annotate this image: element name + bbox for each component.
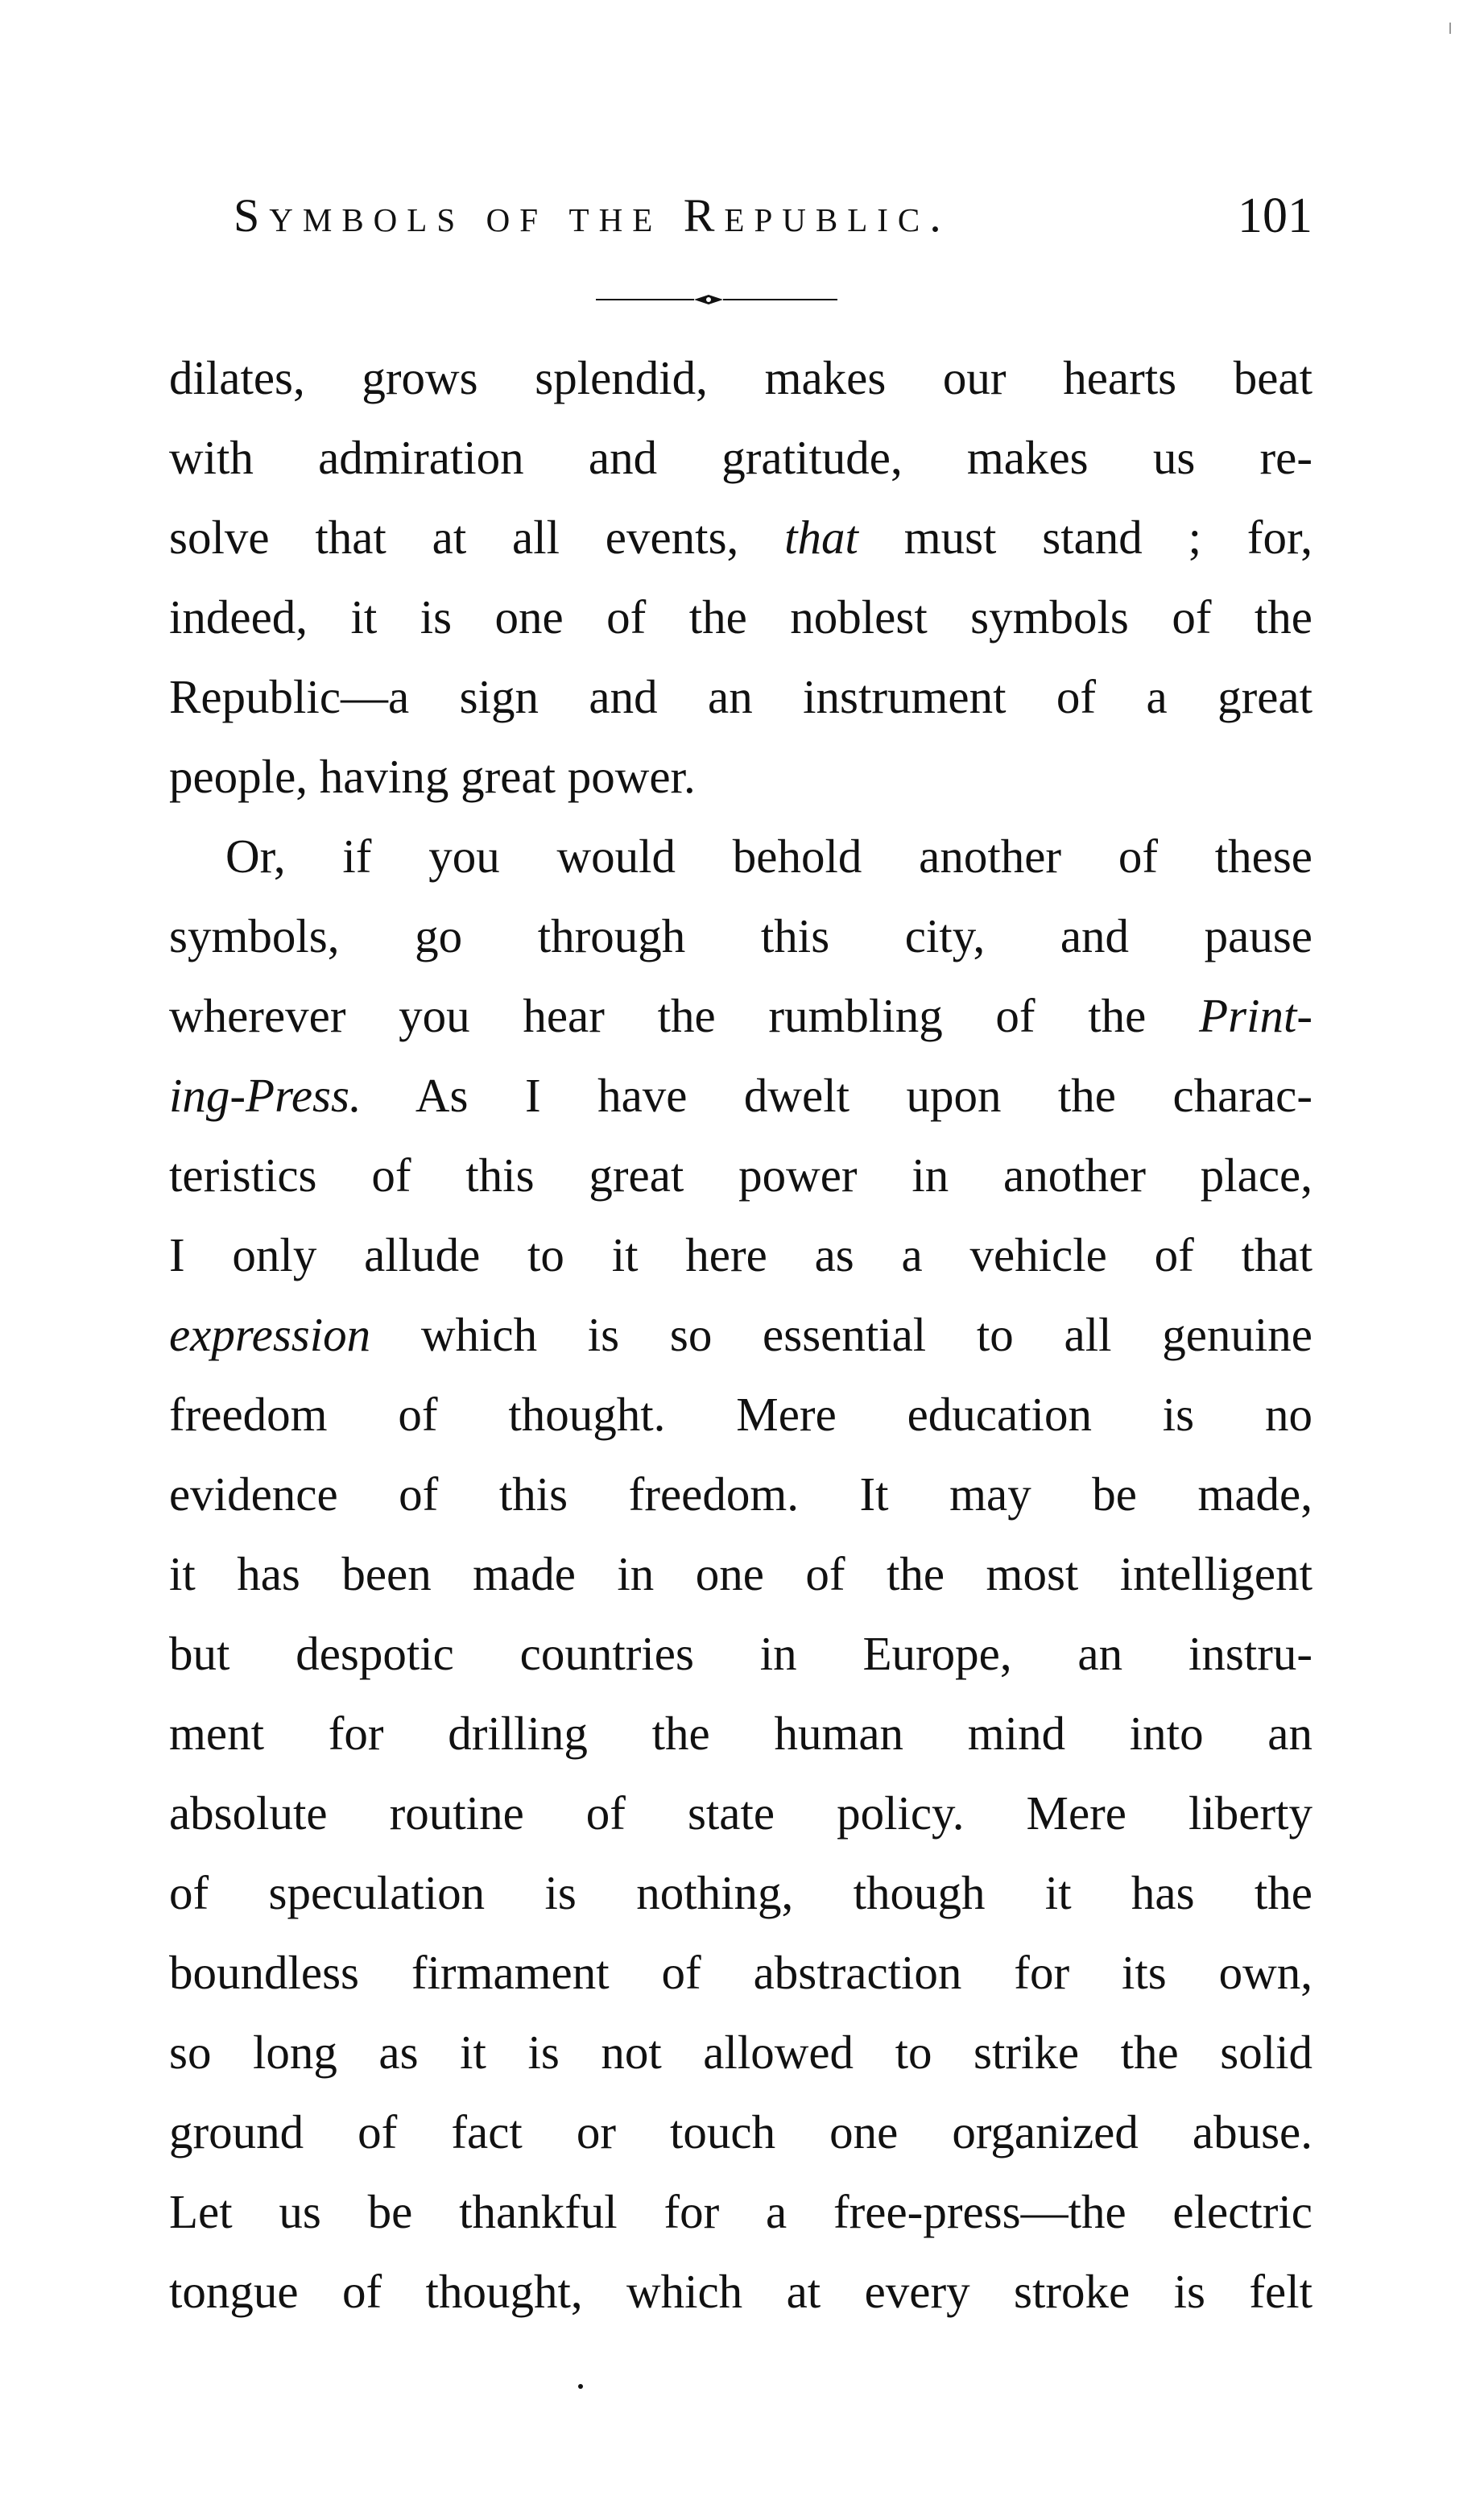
body-text xyxy=(169,338,1312,2332)
text-line: it has been made in one of the most intelligent xyxy=(169,1547,1312,1600)
text-line: indeed, it is one of the noblest symbols of the xyxy=(169,590,1312,644)
text-line: of speculation is nothing, though it has the xyxy=(169,1866,1312,1919)
running-title: Symbols of the Republic. xyxy=(234,189,951,242)
text-segment: must stand ; for, xyxy=(858,511,1312,564)
text-line: ground of fact or touch one organized abuse. xyxy=(169,2105,1312,2158)
text-line: symbols, go through this city, and pause xyxy=(169,909,1312,962)
text-line xyxy=(169,498,1312,577)
text-line: with admiration and gratitude, makes us re- xyxy=(169,431,1312,484)
page-number: 101 xyxy=(1238,188,1312,243)
text-line xyxy=(169,1295,1312,1375)
text-line: teristics of this great power in another place, xyxy=(169,1149,1312,1202)
text-line: Let us be thankful for a free-press—the electric xyxy=(169,2185,1312,2238)
text-line: I only allude to it here as a vehicle of that xyxy=(169,1228,1312,1281)
text-segment: As I have dwelt upon the charac- xyxy=(361,1069,1312,1122)
text-line: ment for drilling the human mind into an xyxy=(169,1707,1312,1760)
text-line: but despotic countries in Europe, an instru- xyxy=(169,1627,1312,1680)
scan-edge-mark xyxy=(1449,23,1452,34)
italic-text-segment: ing-Press. xyxy=(169,1069,362,1122)
text-line: Or, if you would behold another of these xyxy=(225,830,1312,883)
text-line: evidence of this freedom. It may be made, xyxy=(169,1467,1312,1521)
italic-text-segment: Print- xyxy=(1199,989,1312,1042)
text-segment: which is so essential to all genuine xyxy=(370,1308,1312,1361)
italic-text-segment: that xyxy=(784,511,858,564)
text-line xyxy=(169,1056,1312,1136)
printer-dot-mark xyxy=(577,2380,585,2388)
page-header xyxy=(169,184,1312,248)
text-line: people, having great power. xyxy=(169,750,696,803)
text-line: dilates, grows splendid, makes our hearts beat xyxy=(169,351,1312,404)
text-line: Republic—a sign and an instrument of a great xyxy=(169,670,1312,723)
text-segment: solve that at all events, xyxy=(169,511,785,564)
text-line: boundless firmament of abstraction for its own, xyxy=(169,1946,1312,1999)
text-line: so long as it is not allowed to strike the solid xyxy=(169,2026,1312,2079)
text-line: absolute routine of state policy. Mere liberty xyxy=(169,1786,1312,1840)
text-line: tongue of thought, which at every stroke is felt xyxy=(169,2265,1312,2318)
header-ornament-divider xyxy=(596,292,837,308)
italic-text-segment: expression xyxy=(169,1308,371,1361)
text-line xyxy=(169,976,1312,1056)
text-segment: wherever you hear the rumbling of the xyxy=(169,989,1200,1042)
text-line: freedom of thought. Mere education is no xyxy=(169,1388,1312,1441)
